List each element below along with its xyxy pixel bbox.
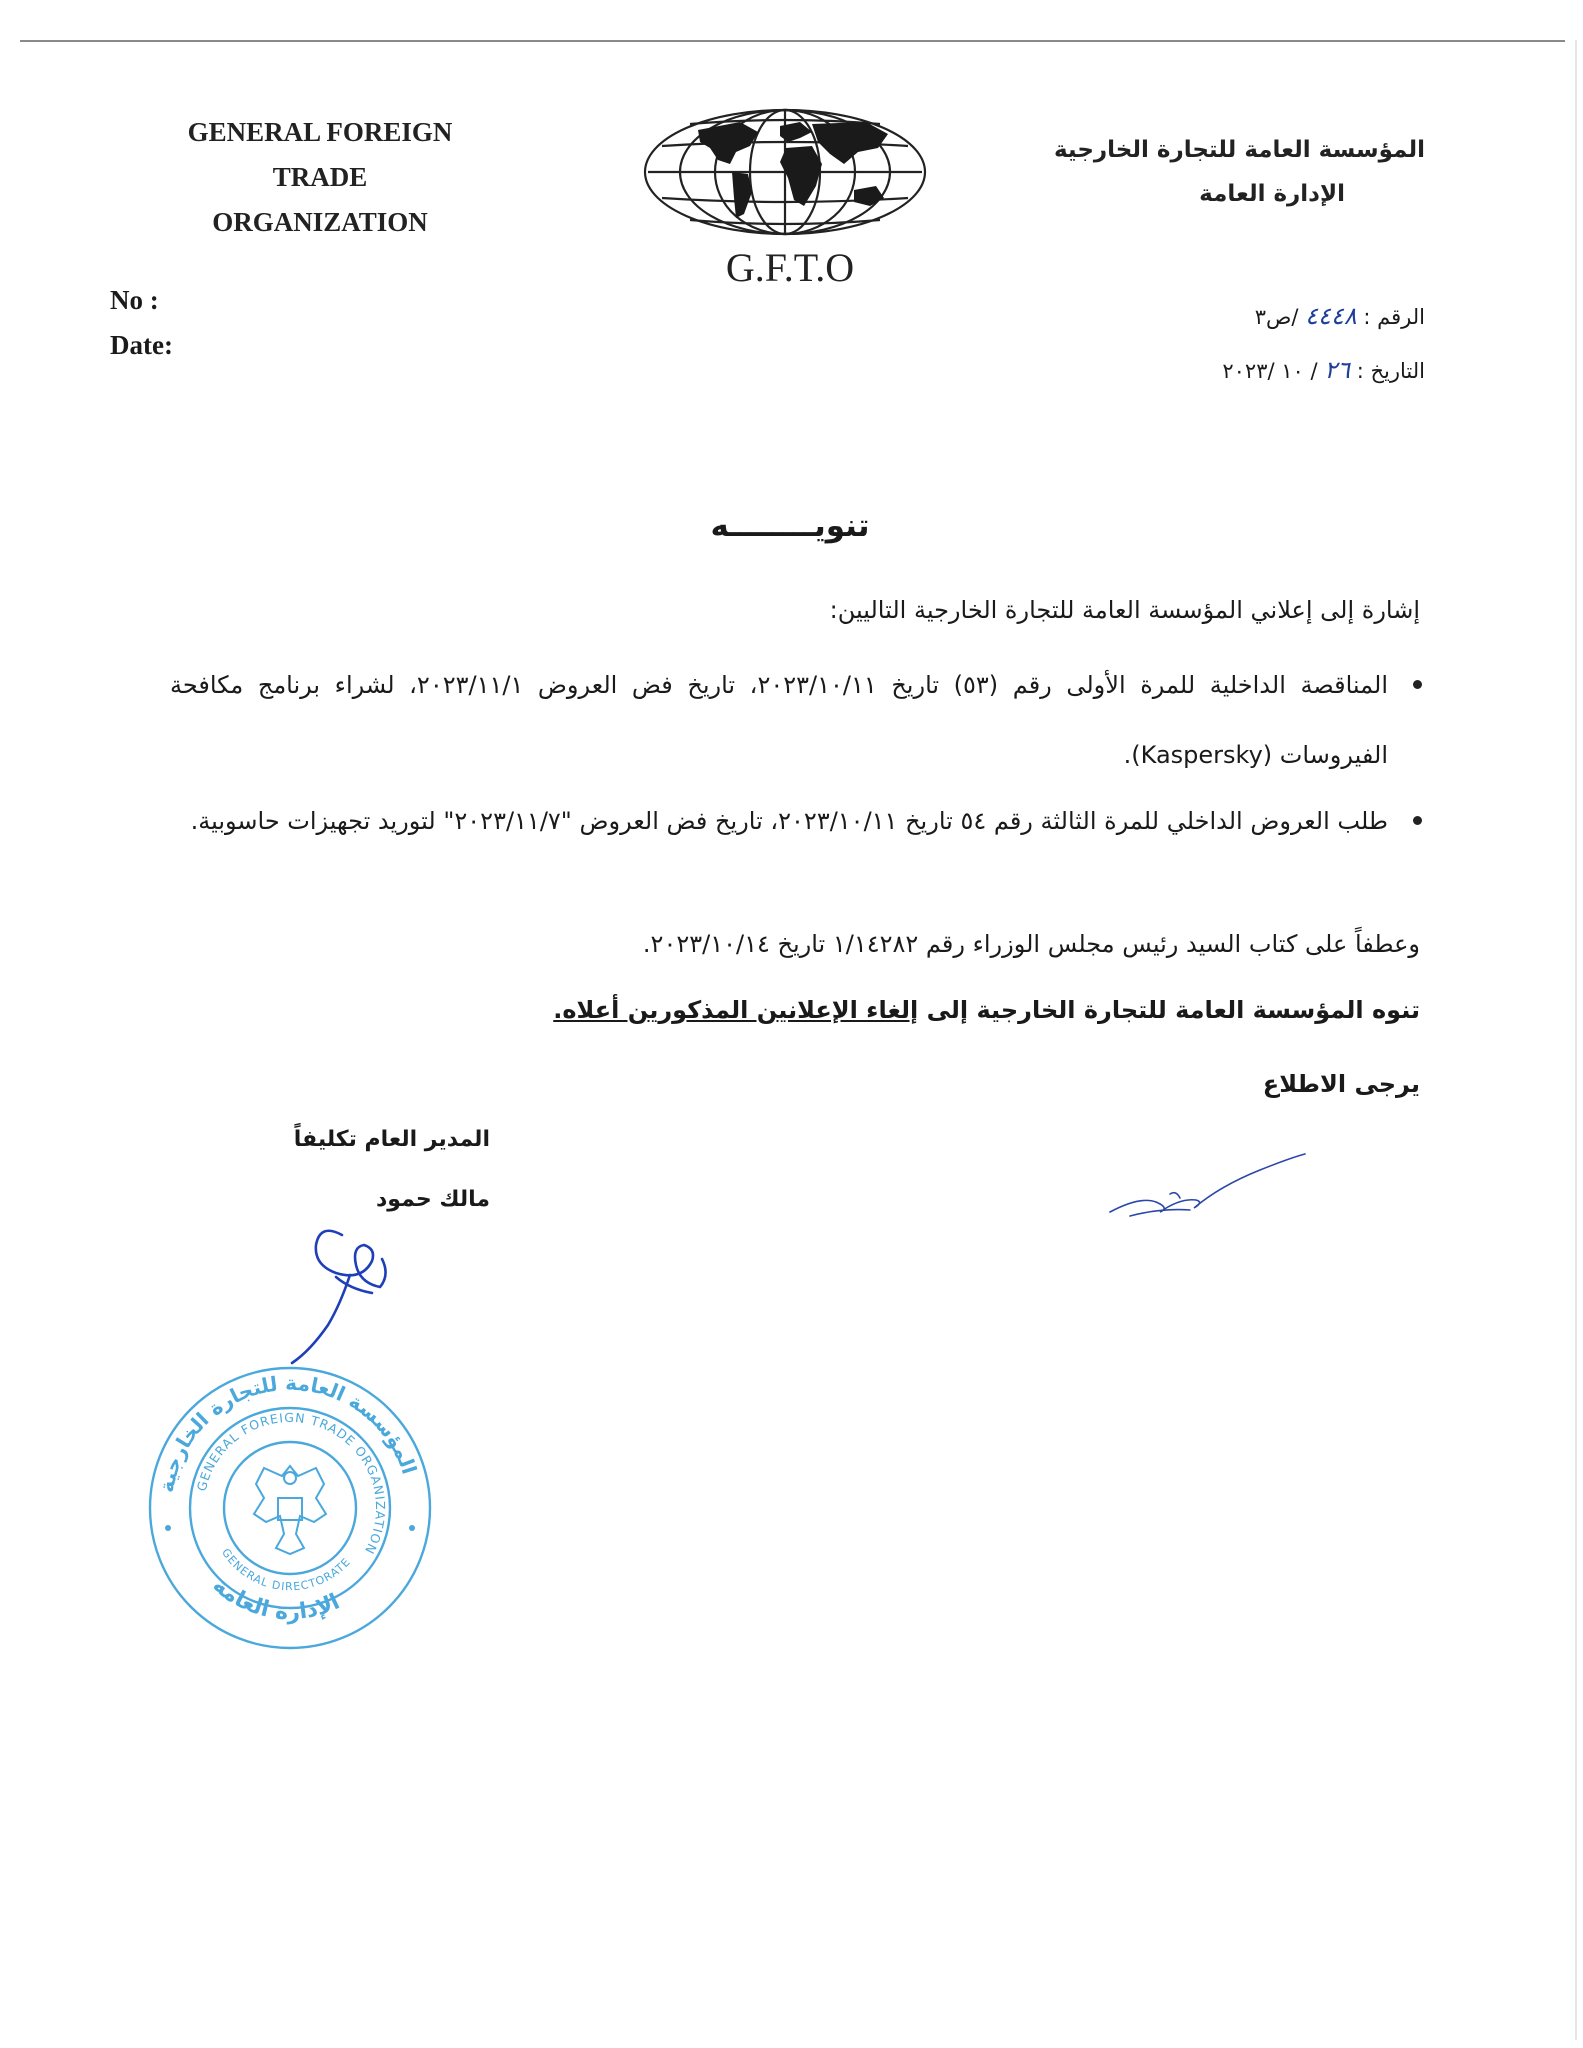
- org-name-english: [140, 110, 500, 245]
- bullet-dot: [1413, 680, 1422, 689]
- date-label: Date:: [110, 330, 173, 360]
- number-label: No :: [110, 285, 159, 315]
- cancellation-notice: [160, 996, 1420, 1024]
- org-abbreviation: G.F.T.O: [725, 245, 855, 290]
- org-name-line-2: TRADE: [272, 162, 368, 192]
- org-name-arabic: [1054, 128, 1425, 216]
- bullet-item-1: [170, 650, 1420, 790]
- signer-title: المدير العام تكليفاً: [293, 1127, 490, 1152]
- org-name-ar: المؤسسة العامة للتجارة الخارجية: [1053, 137, 1425, 163]
- reference-paragraph: وعطفاً على كتاب السيد رئيس مجلس الوزراء رقم ١/١٤٢٨٢ تاريخ ٢٠٢٣/١٠/١٤.: [642, 930, 1420, 958]
- signer-name: مالك حمود: [376, 1187, 490, 1212]
- date-day-handwritten: ٢٦: [1324, 356, 1351, 384]
- notice-underlined: إلغاء الإعلانين المذكورين أعلاه.: [553, 996, 919, 1024]
- notice-title: تنويــــــــه: [710, 508, 870, 544]
- stamp-inner-english: GENERAL DIRECTORATE: [219, 1546, 354, 1594]
- ref-label: الرقم :: [1363, 305, 1425, 329]
- official-stamp-icon: [140, 1358, 440, 1658]
- date-rest: / ١٠ /٢٠٢٣: [1222, 359, 1318, 383]
- top-border-line: [20, 40, 1565, 42]
- bullet-item-2: [170, 786, 1420, 856]
- reference-number: [1255, 302, 1425, 330]
- letter-date: [1222, 356, 1425, 384]
- bullet-text-1: المناقصة الداخلية للمرة الأولى رقم (٥٣) تاريخ ٢٠٢٣/١٠/١١، تاريخ فض العروض ٢٠٢٣/١١/١، لشراء برنامج مكافحة الفيروسات (Kaspersky).: [170, 671, 1389, 769]
- notice-text: تنوه المؤسسة العامة للتجارة الخارجية إلى: [918, 996, 1420, 1024]
- bullet-text-2: طلب العروض الداخلي للمرة الثالثة رقم ٥٤ تاريخ ٢٠٢٣/١٠/١١، تاريخ فض العروض "٢٠٢٣/١١/٧" لتوريد تجهيزات حاسوبية.: [190, 807, 1388, 835]
- date-label-ar: التاريخ :: [1356, 359, 1425, 383]
- stamp-outer-english: GENERAL FOREIGN TRADE ORGANIZATION: [193, 1409, 389, 1558]
- ref-handwritten: ٤٤٤٨: [1305, 302, 1357, 330]
- signature-block: [260, 1110, 490, 1230]
- org-name-line-3: ORGANIZATION: [212, 207, 428, 237]
- ref-suffix: /ص٣: [1254, 305, 1299, 329]
- intro-paragraph: إشارة إلى إعلاني المؤسسة العامة للتجارة الخارجية التاليين:: [829, 596, 1420, 624]
- handwritten-signature-right: [1100, 1150, 1310, 1230]
- stamp-bottom-arabic: الإدارة العامة: [207, 1572, 344, 1626]
- right-edge-shadow: [1575, 40, 1577, 2040]
- handwritten-signature-left: [280, 1215, 420, 1365]
- org-name-line-1: GENERAL FOREIGN: [187, 117, 453, 147]
- globe-logo-icon: [640, 102, 930, 242]
- stamp-outer-arabic: المؤسسة العامة للتجارة الخارجية: [154, 1370, 422, 1495]
- bullet-dot: [1413, 816, 1422, 825]
- department-ar: الإدارة العامة: [1199, 181, 1345, 207]
- closing-line: يرجى الاطلاع: [1262, 1070, 1420, 1098]
